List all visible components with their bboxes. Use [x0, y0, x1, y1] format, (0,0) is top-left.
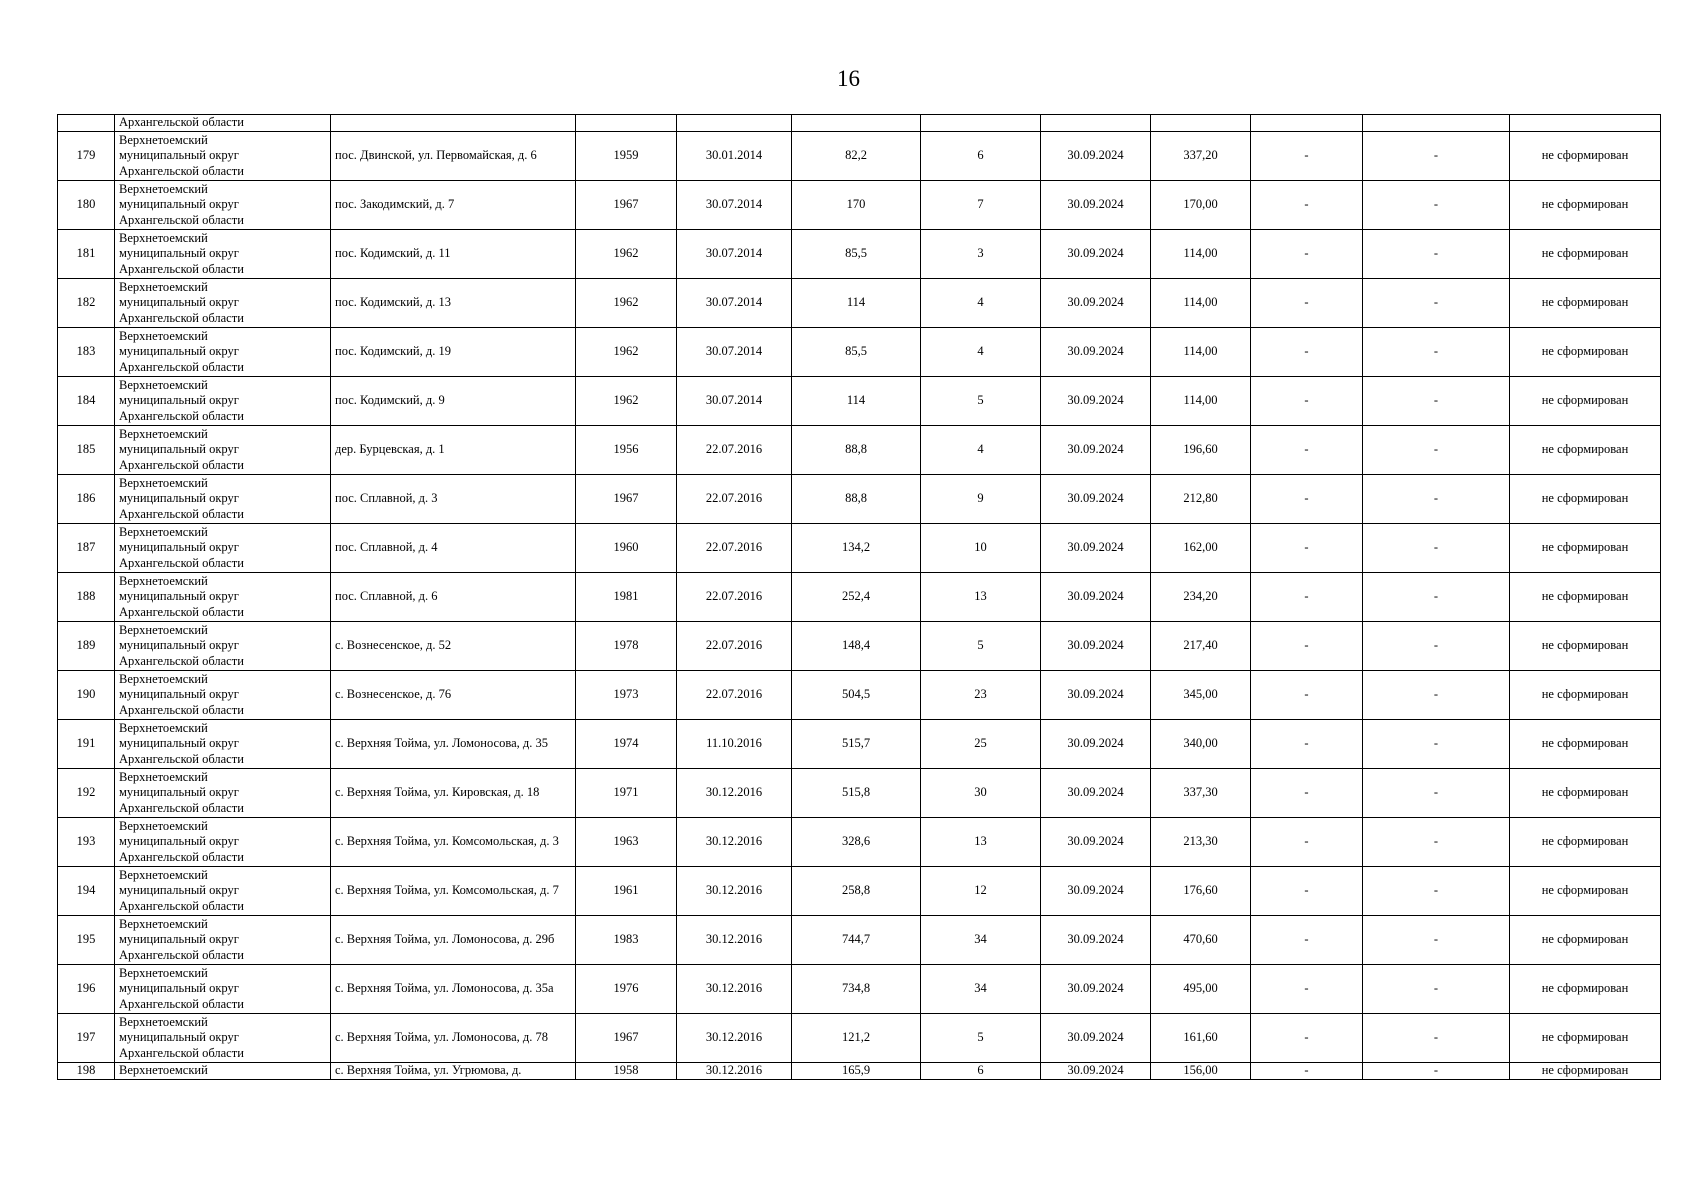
- cell-dash: -: [1251, 475, 1363, 524]
- cell-num: 184: [58, 377, 115, 426]
- cell-municipality: Верхнетоемский муниципальный округ Архангельской области: [115, 1014, 331, 1063]
- cell-area: 504,5: [792, 671, 921, 720]
- cell-residents: 34: [921, 965, 1041, 1014]
- cell-dash: -: [1363, 720, 1510, 769]
- table-row: [58, 426, 1661, 475]
- cell-address: пос. Кодимский, д. 13: [331, 279, 576, 328]
- cell-num: 179: [58, 132, 115, 181]
- cell-dash: -: [1363, 524, 1510, 573]
- cell-municipality: Верхнетоемский муниципальный округ Архангельской области: [115, 524, 331, 573]
- cell-area: 515,8: [792, 769, 921, 818]
- cell-status: не сформирован: [1510, 377, 1661, 426]
- cell-dash: -: [1363, 132, 1510, 181]
- cell-num: 191: [58, 720, 115, 769]
- cell-dash: -: [1251, 230, 1363, 279]
- cell-sum: 196,60: [1151, 426, 1251, 475]
- cell-municipality: Верхнетоемский муниципальный округ Архангельской области: [115, 132, 331, 181]
- cell-date-recognition: 22.07.2016: [677, 573, 792, 622]
- cell-date-recognition: 30.07.2014: [677, 377, 792, 426]
- cell-date-deadline: 30.09.2024: [1041, 769, 1151, 818]
- cell-status: не сформирован: [1510, 965, 1661, 1014]
- cell-date-deadline: 30.09.2024: [1041, 426, 1151, 475]
- cell-sum: 212,80: [1151, 475, 1251, 524]
- cell-area: 744,7: [792, 916, 921, 965]
- cell-status: не сформирован: [1510, 328, 1661, 377]
- cell-date-deadline: 30.09.2024: [1041, 475, 1151, 524]
- cell-status: не сформирован: [1510, 916, 1661, 965]
- cell-residents: 25: [921, 720, 1041, 769]
- cell-address: пос. Кодимский, д. 11: [331, 230, 576, 279]
- cell-sum: 114,00: [1151, 230, 1251, 279]
- table-row: [58, 671, 1661, 720]
- cell-date-deadline: 30.09.2024: [1041, 573, 1151, 622]
- cell-sum: 337,30: [1151, 769, 1251, 818]
- cell-year: 1974: [576, 720, 677, 769]
- cell-address: пос. Кодимский, д. 9: [331, 377, 576, 426]
- cell-address: пос. Сплавной, д. 6: [331, 573, 576, 622]
- cell-residents: 34: [921, 916, 1041, 965]
- cell-date-recognition: 22.07.2016: [677, 475, 792, 524]
- cell-municipality: Верхнетоемский муниципальный округ Архангельской области: [115, 475, 331, 524]
- cell-date-recognition: 30.12.2016: [677, 1063, 792, 1080]
- cell-dash: -: [1363, 426, 1510, 475]
- table-row: [58, 132, 1661, 181]
- cell-date-recognition: 30.12.2016: [677, 1014, 792, 1063]
- cell-dash: -: [1363, 377, 1510, 426]
- cell-dash: -: [1251, 622, 1363, 671]
- cell-num: 182: [58, 279, 115, 328]
- cell-year: 1962: [576, 328, 677, 377]
- table-row: [58, 769, 1661, 818]
- cell-date-deadline: 30.09.2024: [1041, 132, 1151, 181]
- cell-date-deadline: 30.09.2024: [1041, 181, 1151, 230]
- cell-area: 165,9: [792, 1063, 921, 1080]
- cell-status: не сформирован: [1510, 1063, 1661, 1080]
- housing-registry-table: [57, 114, 1661, 1080]
- cell-num: 187: [58, 524, 115, 573]
- cell-dash: -: [1251, 1014, 1363, 1063]
- cell-year: 1978: [576, 622, 677, 671]
- cell-address: с. Верхняя Тойма, ул. Ломоносова, д. 35а: [331, 965, 576, 1014]
- cell-area: 114: [792, 279, 921, 328]
- continuation-row: [58, 115, 1661, 132]
- table-row: [58, 573, 1661, 622]
- cell-residents: 5: [921, 622, 1041, 671]
- cell-status: не сформирован: [1510, 769, 1661, 818]
- cell-municipality: Верхнетоемский муниципальный округ Архангельской области: [115, 671, 331, 720]
- cell-date-deadline: 30.09.2024: [1041, 279, 1151, 328]
- cell-date-deadline: 30.09.2024: [1041, 1063, 1151, 1080]
- cell-year: 1958: [576, 1063, 677, 1080]
- cell-date-deadline: 30.09.2024: [1041, 524, 1151, 573]
- cell-municipality: Верхнетоемский муниципальный округ Архангельской области: [115, 328, 331, 377]
- cell-dash: -: [1251, 867, 1363, 916]
- cell-year: 1973: [576, 671, 677, 720]
- cell-municipality: Верхнетоемский: [115, 1063, 331, 1080]
- table-row: [58, 916, 1661, 965]
- cell-year: 1962: [576, 377, 677, 426]
- table-row: [58, 181, 1661, 230]
- cell-area: 328,6: [792, 818, 921, 867]
- cell-year: 1967: [576, 1014, 677, 1063]
- cell-dash: -: [1251, 181, 1363, 230]
- cell-dash: -: [1363, 818, 1510, 867]
- cell-year: 1967: [576, 181, 677, 230]
- cell-municipality: Верхнетоемский муниципальный округ Архангельской области: [115, 573, 331, 622]
- cell-municipality: Верхнетоемский муниципальный округ Архангельской области: [115, 622, 331, 671]
- cell-status: не сформирован: [1510, 818, 1661, 867]
- cell-dash: -: [1251, 965, 1363, 1014]
- cell-residents: 4: [921, 279, 1041, 328]
- cell-area: 114: [792, 377, 921, 426]
- cell-num: 198: [58, 1063, 115, 1080]
- cell-dash: -: [1363, 1063, 1510, 1080]
- cell-municipality: Архангельской области: [115, 115, 331, 132]
- cell-date-recognition: 30.07.2014: [677, 279, 792, 328]
- cell-dash: -: [1363, 230, 1510, 279]
- cell-num: 183: [58, 328, 115, 377]
- cell-date-recognition: 30.07.2014: [677, 328, 792, 377]
- cell-address: с. Верхняя Тойма, ул. Угрюмова, д.: [331, 1063, 576, 1080]
- cell-num: 185: [58, 426, 115, 475]
- cell-num: 192: [58, 769, 115, 818]
- cell-date-deadline: 30.09.2024: [1041, 377, 1151, 426]
- cell-dash: -: [1251, 426, 1363, 475]
- cell-dash: -: [1251, 720, 1363, 769]
- table-row: [58, 524, 1661, 573]
- cell-date-deadline: 30.09.2024: [1041, 867, 1151, 916]
- cell-residents: 5: [921, 1014, 1041, 1063]
- cell-dash: -: [1251, 769, 1363, 818]
- cell-municipality: Верхнетоемский муниципальный округ Архангельской области: [115, 769, 331, 818]
- cell-address: пос. Закодимский, д. 7: [331, 181, 576, 230]
- cell-municipality: Верхнетоемский муниципальный округ Архангельской области: [115, 279, 331, 328]
- cell-year: 1959: [576, 132, 677, 181]
- cell-num: 197: [58, 1014, 115, 1063]
- cell-year: 1983: [576, 916, 677, 965]
- cell-num: 193: [58, 818, 115, 867]
- cell-residents: 4: [921, 328, 1041, 377]
- cell-dash: -: [1363, 573, 1510, 622]
- cell-dash: -: [1363, 279, 1510, 328]
- cell-date-recognition: 30.07.2014: [677, 230, 792, 279]
- cell-dash: -: [1251, 524, 1363, 573]
- cell-municipality: Верхнетоемский муниципальный округ Архангельской области: [115, 230, 331, 279]
- cell-sum: 161,60: [1151, 1014, 1251, 1063]
- cell-date-recognition: 22.07.2016: [677, 524, 792, 573]
- cell-address: дер. Бурцевская, д. 1: [331, 426, 576, 475]
- cell-dash: -: [1251, 1063, 1363, 1080]
- cell-sum: 162,00: [1151, 524, 1251, 573]
- cell-address: с. Верхняя Тойма, ул. Ломоносова, д. 78: [331, 1014, 576, 1063]
- cell-status: не сформирован: [1510, 1014, 1661, 1063]
- cell-date-deadline: 30.09.2024: [1041, 328, 1151, 377]
- cell-address: с. Верхняя Тойма, ул. Комсомольская, д. 3: [331, 818, 576, 867]
- cell-area: 515,7: [792, 720, 921, 769]
- table-row: [58, 377, 1661, 426]
- cell-num: 181: [58, 230, 115, 279]
- cell-residents: 9: [921, 475, 1041, 524]
- cell-date-deadline: 30.09.2024: [1041, 916, 1151, 965]
- cell-dash: -: [1363, 867, 1510, 916]
- cell-municipality: Верхнетоемский муниципальный округ Архангельской области: [115, 377, 331, 426]
- cell-sum: 470,60: [1151, 916, 1251, 965]
- cell-date-recognition: 30.12.2016: [677, 818, 792, 867]
- cell-num: 196: [58, 965, 115, 1014]
- cell-sum: 495,00: [1151, 965, 1251, 1014]
- cell-date-deadline: 30.09.2024: [1041, 720, 1151, 769]
- cell-date-recognition: 30.12.2016: [677, 965, 792, 1014]
- cell-residents: 10: [921, 524, 1041, 573]
- cell-date-deadline: 30.09.2024: [1041, 622, 1151, 671]
- cell-address: с. Верхняя Тойма, ул. Кировская, д. 18: [331, 769, 576, 818]
- cell-municipality: Верхнетоемский муниципальный округ Архангельской области: [115, 916, 331, 965]
- cell-year: 1981: [576, 573, 677, 622]
- cell-dash: -: [1363, 671, 1510, 720]
- cell-status: не сформирован: [1510, 426, 1661, 475]
- table-row: [58, 1014, 1661, 1063]
- cell-municipality: Верхнетоемский муниципальный округ Архангельской области: [115, 965, 331, 1014]
- cell-year: 1956: [576, 426, 677, 475]
- cell-area: 88,8: [792, 426, 921, 475]
- cell-dash: -: [1363, 475, 1510, 524]
- cell-status: не сформирован: [1510, 671, 1661, 720]
- cell-date-recognition: 30.12.2016: [677, 769, 792, 818]
- cell-date-deadline: 30.09.2024: [1041, 671, 1151, 720]
- cell-date-deadline: 30.09.2024: [1041, 965, 1151, 1014]
- cell-municipality: Верхнетоемский муниципальный округ Архангельской области: [115, 867, 331, 916]
- cell-area: 85,5: [792, 230, 921, 279]
- cell-status: не сформирован: [1510, 573, 1661, 622]
- cell-year: 1976: [576, 965, 677, 1014]
- cell-num: 189: [58, 622, 115, 671]
- cell-year: 1967: [576, 475, 677, 524]
- cell-status: не сформирован: [1510, 524, 1661, 573]
- cell-dash: -: [1251, 573, 1363, 622]
- cell-area: 121,2: [792, 1014, 921, 1063]
- table-row: [58, 867, 1661, 916]
- cell-residents: 4: [921, 426, 1041, 475]
- cell-residents: 6: [921, 132, 1041, 181]
- cell-dash: -: [1363, 622, 1510, 671]
- cell-residents: 6: [921, 1063, 1041, 1080]
- cell-sum: 234,20: [1151, 573, 1251, 622]
- cell-dash: -: [1251, 328, 1363, 377]
- cell-address: пос. Двинской, ул. Первомайская, д. 6: [331, 132, 576, 181]
- cell-num: [58, 115, 115, 132]
- cell-dash: -: [1363, 1014, 1510, 1063]
- cell-year: 1961: [576, 867, 677, 916]
- cell-address: с. Вознесенское, д. 76: [331, 671, 576, 720]
- cell-year: 1962: [576, 230, 677, 279]
- cell-sum: 114,00: [1151, 328, 1251, 377]
- cell-residents: 30: [921, 769, 1041, 818]
- table-row: [58, 230, 1661, 279]
- cell-area: 252,4: [792, 573, 921, 622]
- cell-status: не сформирован: [1510, 230, 1661, 279]
- cell-date-recognition: 22.07.2016: [677, 622, 792, 671]
- cell-municipality: Верхнетоемский муниципальный округ Архангельской области: [115, 181, 331, 230]
- cell-date-recognition: 30.12.2016: [677, 916, 792, 965]
- cell-municipality: Верхнетоемский муниципальный округ Архангельской области: [115, 720, 331, 769]
- cell-num: 186: [58, 475, 115, 524]
- cell-dash: -: [1251, 377, 1363, 426]
- cell-num: 180: [58, 181, 115, 230]
- cell-sum: 340,00: [1151, 720, 1251, 769]
- cell-sum: 337,20: [1151, 132, 1251, 181]
- cell-date-recognition: 30.12.2016: [677, 867, 792, 916]
- cell-year: 1962: [576, 279, 677, 328]
- cell-area: 148,4: [792, 622, 921, 671]
- cell-dash: -: [1363, 916, 1510, 965]
- table-row: [58, 475, 1661, 524]
- cell-year: 1960: [576, 524, 677, 573]
- cell-address: пос. Сплавной, д. 3: [331, 475, 576, 524]
- cell-status: не сформирован: [1510, 720, 1661, 769]
- cell-area: 734,8: [792, 965, 921, 1014]
- cell-dash: -: [1251, 132, 1363, 181]
- cell-status: не сформирован: [1510, 622, 1661, 671]
- cell-date-recognition: 11.10.2016: [677, 720, 792, 769]
- cell-address: с. Верхняя Тойма, ул. Ломоносова, д. 29б: [331, 916, 576, 965]
- cell-num: 195: [58, 916, 115, 965]
- cell-status: не сформирован: [1510, 475, 1661, 524]
- cell-status: не сформирован: [1510, 867, 1661, 916]
- table-row: [58, 328, 1661, 377]
- cell-dash: -: [1363, 769, 1510, 818]
- page-number: 16: [837, 66, 860, 91]
- cell-dash: -: [1251, 671, 1363, 720]
- cell-area: 85,5: [792, 328, 921, 377]
- cell-sum: 156,00: [1151, 1063, 1251, 1080]
- table-row: [58, 720, 1661, 769]
- cell-address: с. Вознесенское, д. 52: [331, 622, 576, 671]
- cell-area: 88,8: [792, 475, 921, 524]
- cell-address: с. Верхняя Тойма, ул. Ломоносова, д. 35: [331, 720, 576, 769]
- cell-year: 1963: [576, 818, 677, 867]
- cell-address: пос. Сплавной, д. 4: [331, 524, 576, 573]
- cell-area: 82,2: [792, 132, 921, 181]
- cell-date-recognition: 22.07.2016: [677, 671, 792, 720]
- cell-dash: -: [1363, 328, 1510, 377]
- cell-residents: 7: [921, 181, 1041, 230]
- cell-sum: 114,00: [1151, 279, 1251, 328]
- cell-num: 190: [58, 671, 115, 720]
- cell-sum: 114,00: [1151, 377, 1251, 426]
- cell-date-deadline: 30.09.2024: [1041, 230, 1151, 279]
- cell-area: 170: [792, 181, 921, 230]
- cell-sum: 345,00: [1151, 671, 1251, 720]
- cell-dash: -: [1251, 818, 1363, 867]
- cell-dash: -: [1363, 181, 1510, 230]
- cell-residents: 5: [921, 377, 1041, 426]
- cell-dash: -: [1251, 279, 1363, 328]
- cell-residents: 3: [921, 230, 1041, 279]
- cell-dash: -: [1251, 916, 1363, 965]
- cell-num: 194: [58, 867, 115, 916]
- table-row: [58, 279, 1661, 328]
- table-row: [58, 622, 1661, 671]
- cell-area: 258,8: [792, 867, 921, 916]
- cell-sum: 176,60: [1151, 867, 1251, 916]
- table-row: [58, 818, 1661, 867]
- cell-date-recognition: 22.07.2016: [677, 426, 792, 475]
- cell-date-deadline: 30.09.2024: [1041, 818, 1151, 867]
- cell-status: не сформирован: [1510, 279, 1661, 328]
- cell-status: не сформирован: [1510, 132, 1661, 181]
- cell-status: не сформирован: [1510, 181, 1661, 230]
- cell-date-recognition: 30.01.2014: [677, 132, 792, 181]
- cell-date-deadline: 30.09.2024: [1041, 1014, 1151, 1063]
- cell-area: 134,2: [792, 524, 921, 573]
- cell-residents: 23: [921, 671, 1041, 720]
- cell-address: пос. Кодимский, д. 19: [331, 328, 576, 377]
- cell-municipality: Верхнетоемский муниципальный округ Архангельской области: [115, 426, 331, 475]
- cell-date-recognition: 30.07.2014: [677, 181, 792, 230]
- cell-residents: 13: [921, 818, 1041, 867]
- cell-sum: 217,40: [1151, 622, 1251, 671]
- cell-sum: 213,30: [1151, 818, 1251, 867]
- cell-municipality: Верхнетоемский муниципальный округ Архангельской области: [115, 818, 331, 867]
- cell-sum: 170,00: [1151, 181, 1251, 230]
- cell-num: 188: [58, 573, 115, 622]
- cell-year: 1971: [576, 769, 677, 818]
- cell-residents: 13: [921, 573, 1041, 622]
- table-row: [58, 965, 1661, 1014]
- cell-dash: -: [1363, 965, 1510, 1014]
- table-row: [58, 1063, 1661, 1080]
- cell-address: с. Верхняя Тойма, ул. Комсомольская, д. 7: [331, 867, 576, 916]
- cell-residents: 12: [921, 867, 1041, 916]
